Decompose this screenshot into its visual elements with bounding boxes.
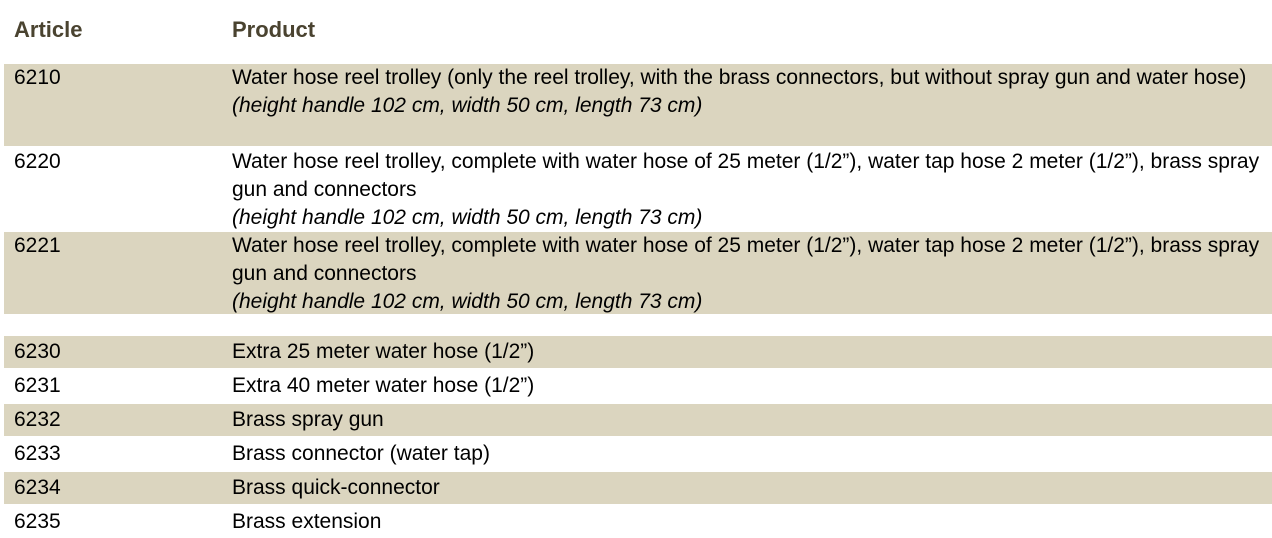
table-row (4, 148, 1272, 230)
article-number: 6232 (14, 408, 61, 431)
product-name: Extra 25 meter water hose (1/2”) (232, 340, 535, 363)
article-number: 6235 (14, 510, 61, 533)
product-name: Water hose reel trolley, complete with water hose of 25 meter (1/2”), water tap hose 2 meter (1/2”), brass spray gun and connectors (232, 150, 1260, 201)
article-number: 6220 (14, 150, 61, 173)
product-table (4, 0, 1272, 538)
product-name: Water hose reel trolley (only the reel trolley, with the brass connectors, but without spray gun and water hose) (232, 66, 1247, 89)
table-row (4, 506, 1272, 538)
table-header (4, 0, 1272, 56)
product-description (222, 148, 1272, 230)
product-name: Extra 40 meter water hose (1/2”) (232, 374, 535, 397)
table-row (4, 404, 1272, 436)
table-row (4, 438, 1272, 470)
article-number: 6221 (14, 234, 61, 257)
header-article: Article (14, 17, 83, 42)
product-name: Water hose reel trolley, complete with water hose of 25 meter (1/2”), water tap hose 2 meter (1/2”), brass spray gun and connectors (232, 234, 1260, 285)
product-dimensions: (height handle 102 cm, width 50 cm, length 73 cm) (232, 94, 703, 117)
product-description (222, 64, 1272, 146)
article-number: 6231 (14, 374, 61, 397)
table-row (4, 64, 1272, 146)
table-row (4, 336, 1272, 368)
product-description (222, 232, 1272, 314)
product-name: Brass extension (232, 510, 382, 533)
table-row (4, 472, 1272, 504)
product-dimensions: (height handle 102 cm, width 50 cm, length 73 cm) (232, 290, 703, 313)
article-number: 6230 (14, 340, 61, 363)
product-name: Brass spray gun (232, 408, 384, 431)
article-number: 6233 (14, 442, 61, 465)
header-product: Product (232, 17, 316, 42)
product-dimensions: (height handle 102 cm, width 50 cm, length 73 cm) (232, 206, 703, 229)
table-row (4, 232, 1272, 314)
article-number: 6210 (14, 66, 61, 89)
article-number: 6234 (14, 476, 61, 499)
product-name: Brass quick-connector (232, 476, 440, 499)
product-name: Brass connector (water tap) (232, 442, 490, 465)
table-row (4, 370, 1272, 402)
